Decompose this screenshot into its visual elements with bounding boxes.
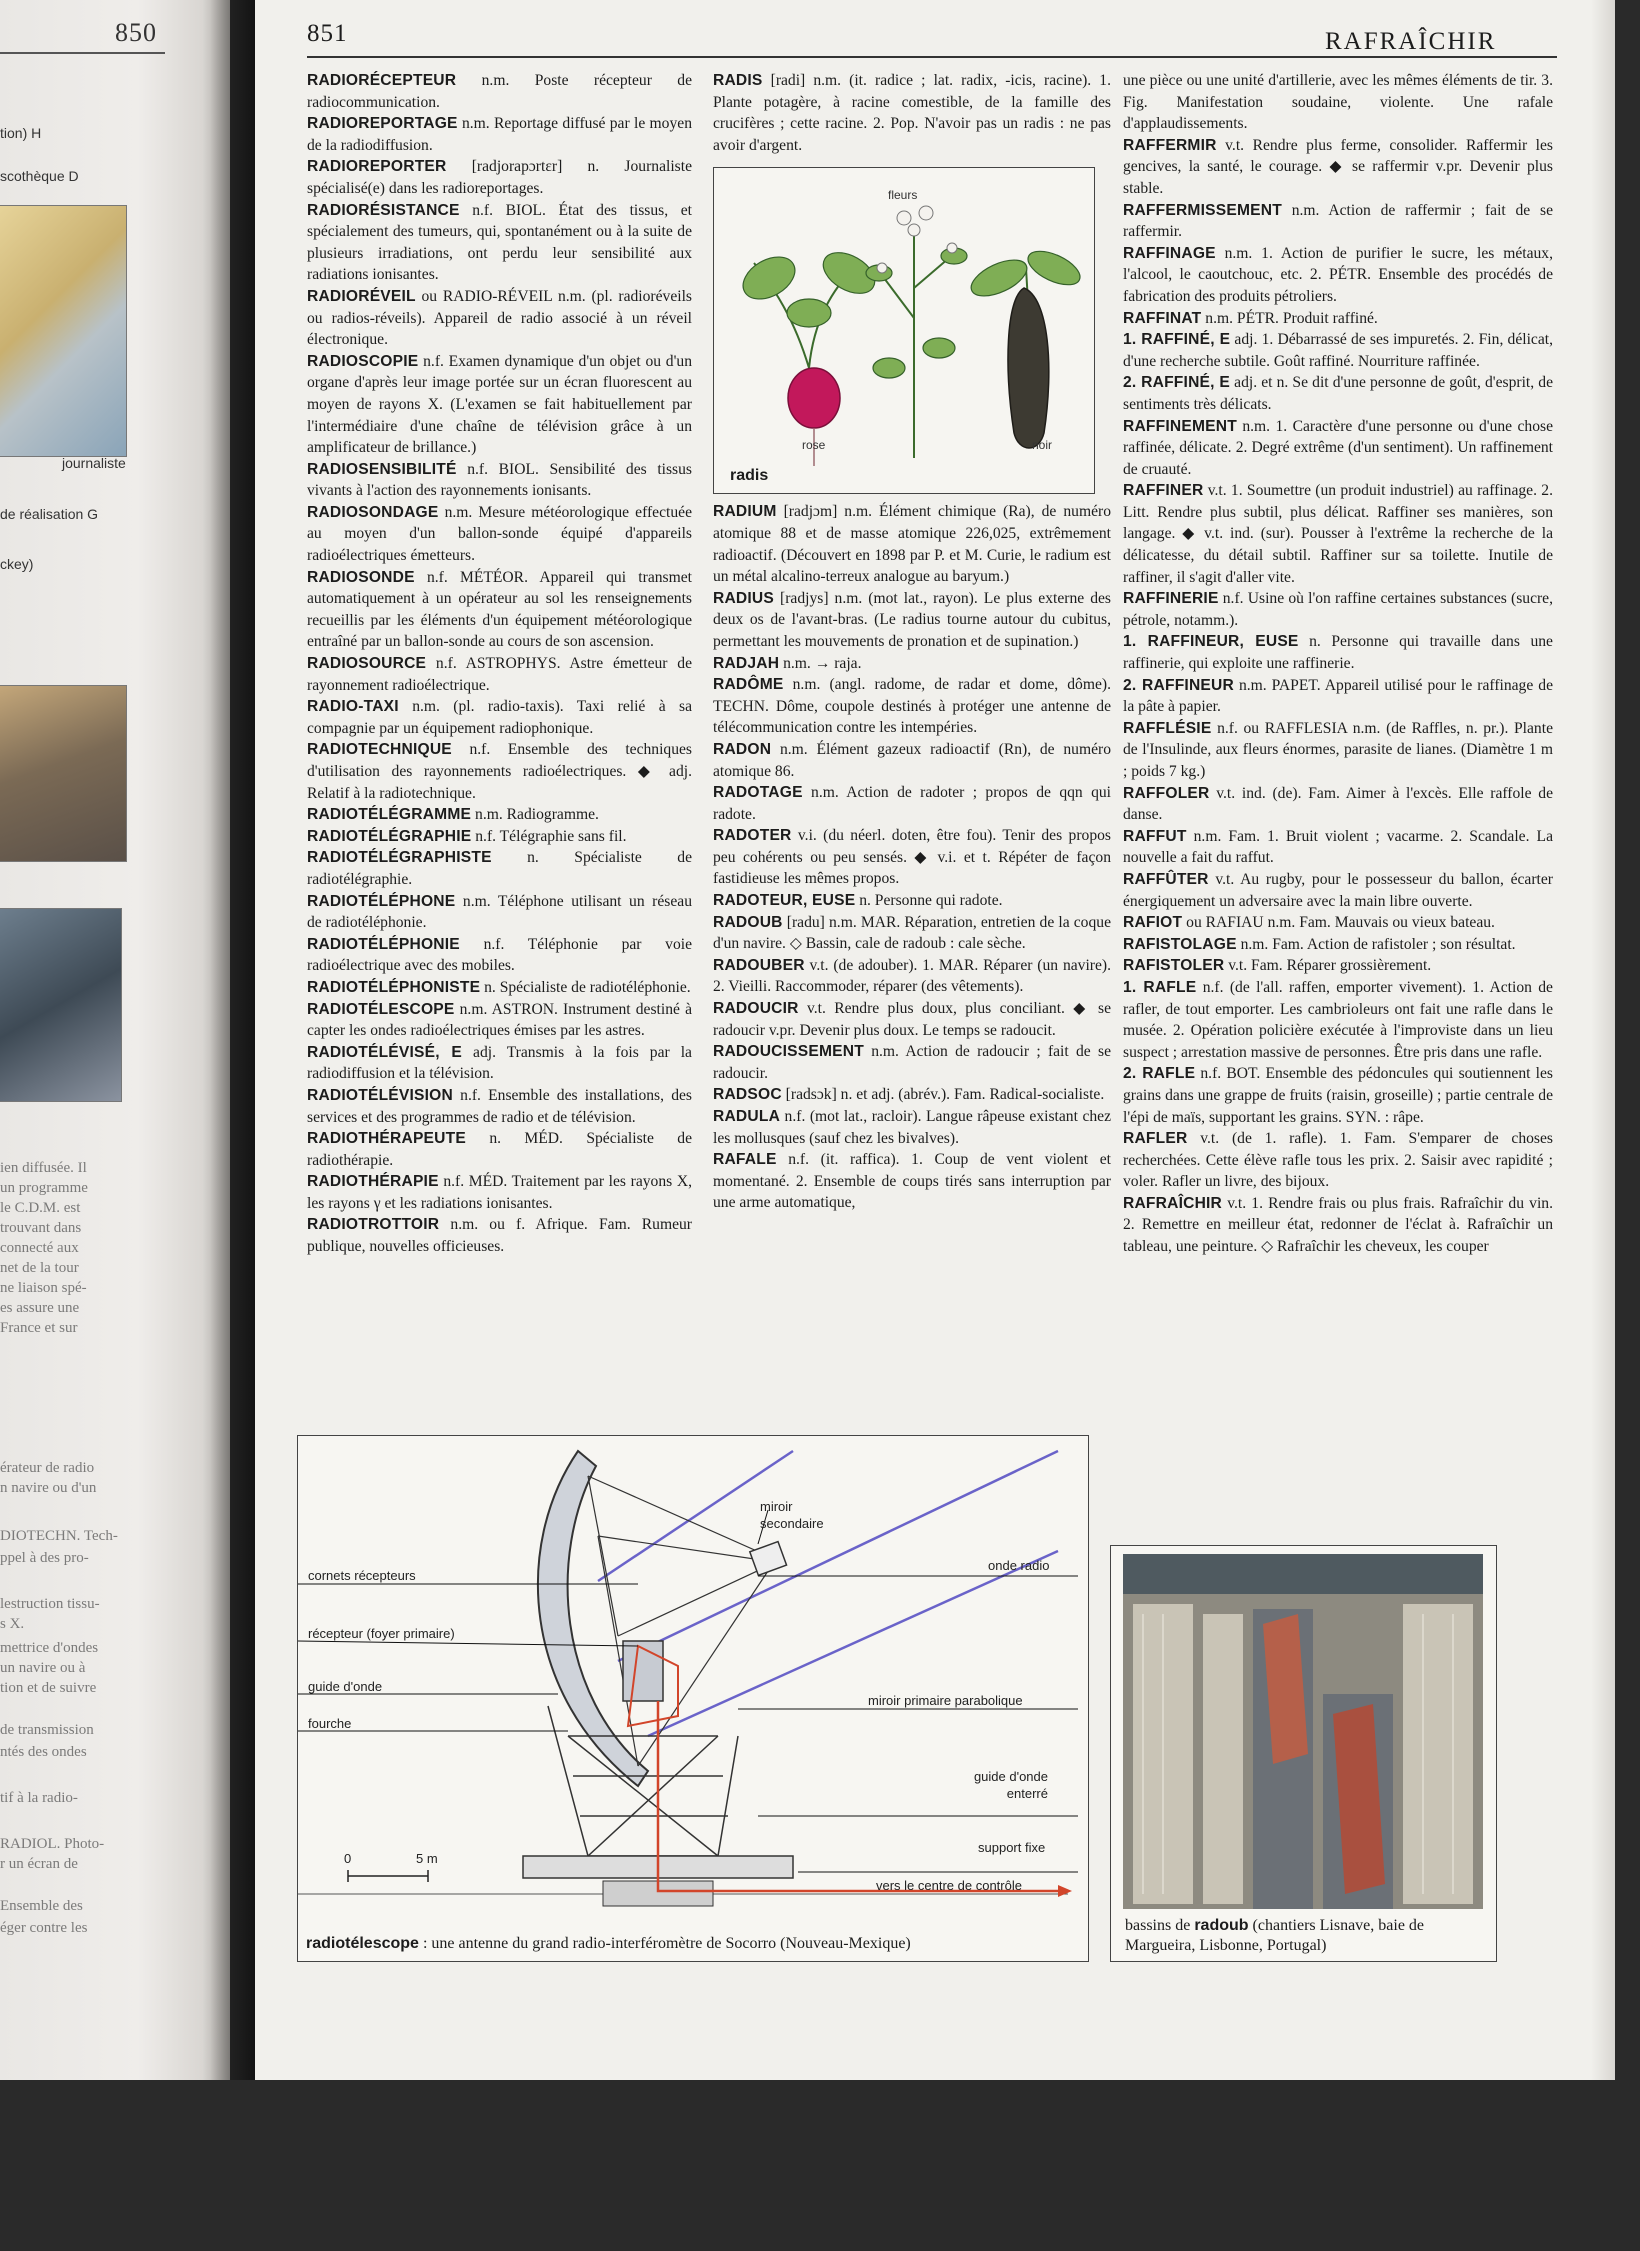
entry-headword: RAFFERMISSEMENT [1123,201,1282,219]
entry-definition: n.f. Examen dynamique d'un objet ou d'un organe d'après leur image portée sur un écran fluorescent au moyen de rayons X. (L'examen se fait habituellement par l'intermédiaire d'une chaîne de télévision grâce à un amplificateur de brillance.) [307,352,692,457]
left-label: journaliste [62,455,126,471]
dictionary-entry [713,912,1111,955]
figure-radoub-photo [1110,1545,1497,1962]
left-label: ckey) [0,556,34,572]
entry-definition: n.m. Radiogramme. [471,806,599,824]
entry-definition: n.m. Téléphone utilisant un réseau de radiotéléphonie. [307,892,692,932]
scale-five: 5 m [416,1851,438,1866]
dictionary-entry [1123,480,1553,588]
dictionary-entry [307,351,692,459]
entry-definition: n.f. BIOL. État des tissus, et spécialement des tumeurs, qui, spontanément ou à la suite de plusieurs irradiations, ont perdu leur sensibilité aux radiations ionisantes. [307,201,692,284]
entry-definition: [radu] n.m. MAR. Réparation, entretien de la coque d'un navire. ◇ Bassin, cale de radoub : cale sèche. [713,913,1111,953]
dictionary-entry [307,1214,692,1257]
entry-definition: v.t. Rendre plus ferme, consolider. Raffermir les gencives, la santé, le courage. ◆ se raffermir v.pr. Devenir plus stable. [1123,136,1553,197]
label-fork: fourche [308,1716,352,1731]
shipyard-photo [1123,1554,1483,1909]
entry-headword: RADIOTECHNIQUE [307,741,452,759]
dictionary-entry [1123,1128,1553,1193]
caption-headword: radoub [1194,1917,1249,1934]
entry-definition: n.m. Mesure météorologique effectuée au moyen d'un ballon-sonde équipé d'appareils radioélectriques émetteurs. [307,503,692,565]
entry-headword: RADIOTROTTOIR [307,1216,440,1234]
entry-headword: RADIOREPORTAGE [307,115,458,133]
entry-headword: RAFIOT [1123,914,1183,932]
left-photo-console [0,685,127,862]
entry-definition: [radi] n.m. (it. radice ; lat. radix, -icis, racine). 1. Plante potagère, à racine comestible, de la famille des crucifères ; cette racine. 2. Pop. N'avoir pas un radis : ne pas avoir d'argent. [713,72,1111,154]
entry-headword: RADIOSENSIBILITÉ [307,460,457,478]
dictionary-entry [307,934,692,977]
label-fixed-support: support fixe [978,1840,1046,1855]
dictionary-entry [713,890,1111,912]
dictionary-entry [713,1149,1111,1214]
entry-headword: RADSOC [713,1086,782,1104]
entry-headword: RAFISTOLER [1123,957,1225,975]
left-page-fragment: tif à la radio- [0,1790,78,1806]
entry-headword: RADOTAGE [713,784,803,802]
entry-headword: RADIOTÉLÉGRAPHISTE [307,849,492,867]
entry-definition: n.f. ASTROPHYS. Astre émetteur de rayonnement radioélectrique. [307,655,692,694]
left-page-fragment: RADIOL. Photo- [0,1836,105,1852]
dictionary-entry [307,502,692,567]
entry-definition: n.f. Ensemble des installations, des services et des programmes de radio et de télévision. [307,1086,692,1126]
entry-headword: RADOUBER [713,956,805,974]
entry-headword: RADIOSONDAGE [307,503,439,521]
figure-radis [713,167,1095,494]
entry-definition: n.m. Fam. Action de rafistoler ; son résultat. [1236,935,1516,953]
label-control-center: vers le centre de contrôle [876,1878,1022,1893]
entry-headword: RAFLER [1123,1130,1188,1148]
label-receiver: récepteur (foyer primaire) [308,1626,455,1641]
label-primary-mirror: miroir primaire parabolique [868,1693,1023,1708]
left-page-fragment: connecté aux [0,1240,79,1256]
dictionary-entry [307,696,692,739]
entry-definition: ou RADIO-RÉVEIL n.m. (pl. radioréveils ou radios-réveils). Appareil de radio associé à un réveil électronique. [307,287,692,349]
caption-headword: radiotélescope [306,1935,419,1952]
dictionary-entry [1123,329,1553,372]
entry-definition: n. Personne qui radote. [855,892,1003,910]
entry-definition: n. Personne qui travaille dans une raffinerie, qui exploite une raffinerie. [1123,633,1553,673]
entry-headword: RADON [713,740,772,758]
page-number: 851 [307,20,348,47]
dictionary-entry [307,999,692,1042]
entry-definition: v.t. 1. Soumettre (un produit industriel) au raffinage. 2. Litt. Rendre plus subtil, plus délicat. Raffiner ses manières, son langage. ◆ v.t. ind. (sur). Pousser à l'extrême la recherche de la délicatesse, du détail subtil. Raffiner sur sa toilette. Inutile de raffiner, il s'agit d'aller vite. [1123,482,1553,586]
entry-headword: RADIUM [713,503,777,521]
dictionary-entry [713,653,1111,675]
dictionary-entry [713,739,1111,782]
label-black: noir [1032,438,1053,452]
left-header-rule [0,52,165,54]
entry-headword: RADIOTÉLÉVISÉ, E [307,1043,463,1061]
caption-suffix: (chantiers Lisnave, baie de Margueira, Lisbonne, Portugal) [1125,1917,1425,1954]
header-rule [307,56,1557,58]
dictionary-entry [713,588,1111,653]
entry-headword: RADIOTÉLÉVISION [307,1086,453,1104]
entry-definition: n. Spécialiste de radiotélégraphie. [307,849,692,888]
entry-definition: n.m. Poste récepteur de radiocommunication. [307,72,692,111]
dictionary-entry [307,977,692,999]
dictionary-entry [713,1084,1111,1106]
entry-definition: n.f. ou RAFFLESIA n.m. (de Raffles, n. pr.). Plante de l'Insulinde, aux fleurs énormes, parasite de lianes. (Diamètre 1 m ; poids 7 kg.) [1123,719,1553,780]
entry-headword: RADOUCISSEMENT [713,1043,864,1061]
dictionary-entry [307,459,692,502]
left-page-fragment: un navire ou à [0,1660,86,1676]
entry-headword: 1. RAFFINEUR, EUSE [1123,633,1299,651]
entry-definition: n.m. ASTRON. Instrument destiné à capter les ondes radioélectriques émises par les astres. [307,1000,692,1040]
dictionary-entry [713,674,1111,739]
entry-definition: ou RAFIAU n.m. Fam. Mauvais ou vieux bateau. [1182,914,1495,932]
dictionary-entry [307,653,692,696]
dictionary-entry [1123,1063,1553,1128]
entry-definition: adj. 1. Débarrassé de ses impuretés. 2. Fin, délicat, d'une recherche subtile. Goût raffiné. Nourriture raffinée. [1123,331,1554,370]
dictionary-entry [307,1042,692,1085]
entry-headword: RAFFUT [1123,827,1187,845]
left-page-fragment: mettrice d'ondes [0,1640,99,1656]
right-page [255,0,1615,2080]
entry-definition: n.m. Reportage diffusé par le moyen de la radiodiffusion. [307,115,692,154]
entry-definition: [radjys] n.m. (mot lat., rayon). Le plus externe des deux os de l'avant-bras. (Le radius tourne autour du cubitus, permettant les mouvements de pronation et de supination.) [713,589,1111,650]
entry-definition: n.f. MÉD. Traitement par les rayons X, les rayons γ et les radiations ionisantes. [307,1173,692,1212]
left-page-fragment: net de la tour [0,1260,79,1276]
dictionary-entry [713,501,1111,587]
dictionary-entry [307,804,692,826]
entry-headword: RAFFINEMENT [1123,417,1237,435]
left-page-fragment: s X. [0,1616,25,1632]
entry-headword: RADIOSONDE [307,568,415,586]
entry-definition: [radsɔk] n. et adj. (abrév.). Fam. Radical-socialiste. [781,1086,1105,1104]
dictionary-entry [1123,826,1553,869]
entry-headword: RAFFINAT [1123,309,1202,327]
dictionary-entry [307,286,692,351]
entry-definition: n.f. MÉTÉOR. Appareil qui transmet automatiquement à un opérateur au sol les renseignements recueillis par les éléments d'un équipement météorologique entraîné par un ballon-sonde au cours de son ascension. [307,568,692,651]
label-buried-waveguide: guide d'onde enterré [973,1769,1048,1801]
dictionary-entry [307,113,692,156]
dictionary-entry [307,1171,692,1214]
dictionary-entry [1123,1193,1553,1258]
caption-prefix: bassins de [1125,1917,1195,1934]
left-page-fragment: un programme [0,1180,88,1196]
entry-headword: 1. RAFLE [1123,978,1197,996]
dictionary-entry [713,782,1111,825]
dictionary-entry [1123,308,1553,330]
caption-text: : une antenne du grand radio-interféromètre de Socorro (Nouveau-Mexique) [418,1935,911,1952]
label-radio-wave: onde radio [988,1558,1050,1573]
entry-headword: RADIOSOURCE [307,655,427,673]
dictionary-entry [1123,631,1553,674]
entry-definition: n.m. ou f. Afrique. Fam. Rumeur publique, nouvelles officieuses. [307,1216,692,1256]
entry-definition: v.t. (de adouber). 1. MAR. Réparer (un navire). 2. Vieilli. Raccommoder, réparer (des vêtements). [713,956,1111,996]
entry-headword: RADIORÉVEIL [307,287,416,305]
left-page-fragment: de transmission [0,1722,94,1738]
entry-headword: RADIOREPORTER [307,158,447,176]
entry-definition: n.m. PAPET. Appareil utilisé pour le raffinage de la pâte à papier. [1123,676,1553,716]
entry-headword: RADOTEUR, EUSE [713,892,856,910]
left-page-fragment: n navire ou d'un [0,1480,97,1496]
entry-definition: adj. et n. Se dit d'une personne de goût, d'esprit, de sentiments très délicats. [1123,374,1553,413]
dictionary-entry [307,1128,692,1171]
entry-headword: RAFFINER [1123,482,1204,500]
dictionary-entry [307,739,692,804]
dictionary-entry [307,156,692,199]
left-page-fragment: érateur de radio [0,1460,95,1476]
left-page-fragment: trouvant dans [0,1220,82,1236]
entry-headword: 1. RAFFINÉ, E [1123,331,1231,349]
entry-headword: RAFRAÎCHIR [1123,1194,1223,1212]
black-radish [1008,288,1049,448]
left-label: tion) H [0,125,42,141]
entry-definition: n.f. Usine où l'on raffine certaines substances (sucre, pétrole, notamm.). [1123,590,1553,629]
entry-definition: n.m. 1. Caractère d'une personne ou d'une chose raffinée, délicate. 2. Degré extrême (d'un sentiment). Un raffinement de cruauté. [1123,417,1553,478]
entry-definition: v.t. Fam. Réparer grossièrement. [1224,957,1432,975]
dictionary-entry [1123,718,1553,783]
entry-definition: adj. Transmis à la fois par la radiodiffusion et la télévision. [307,1043,692,1083]
entry-headword: RAFFINAGE [1123,244,1216,262]
left-page-fragment: ppel à des pro- [0,1550,89,1566]
page-edge-shade [1591,0,1615,2080]
radoub-photo-caption [1125,1916,1496,1956]
dictionary-entry [713,1041,1111,1084]
radiotelescope-caption [306,1935,911,1953]
figure-radiotelescope [297,1435,1089,1962]
left-page-fragment: r un écran de [0,1856,78,1872]
entry-definition: n.m. PÉTR. Produit raffiné. [1201,309,1378,327]
entry-definition: n.m. Action de raffermir ; fait de se raffermir. [1123,201,1553,241]
label-pink: rose [802,438,826,452]
entry-definition: n.m. Fam. 1. Bruit violent ; vacarme. 2. Scandale. La nouvelle a fait du raffut. [1123,827,1553,867]
entry-headword: RAFFÛTER [1123,870,1209,888]
entry-headword: RADOUCIR [713,1000,799,1018]
label-waveguide: guide d'onde [308,1679,383,1694]
entry-definition: n.f. (it. raffica). 1. Coup de vent violent et momentané. 2. Ensemble de coups tirés sans interruption par une arme automatique, [713,1151,1111,1212]
left-page-fragment: DIOTECHN. Tech- [0,1528,118,1544]
dictionary-entry [307,1085,692,1128]
entry-definition: une pièce ou une unité d'artillerie, avec les mêmes éléments de tir. 3. Fig. Manifestation soudaine, violente. Une rafale d'applaudissements. [1123,72,1553,133]
entry-definition: [radjorapɔrtɛr] n. Journaliste spécialisé(e) dans les radioreportages. [307,158,692,197]
left-page-fragment: le C.D.M. est [0,1200,81,1216]
dictionary-entry [713,955,1111,998]
entry-headword: RADIOTÉLÉPHONIE [307,935,460,953]
entry-definition: n.f. Télégraphie sans fil. [471,827,627,845]
dictionary-entry [307,70,692,113]
left-page-fragment: ntés des ondes [0,1744,87,1760]
entry-headword: RADIS [713,72,763,89]
left-illustration-studio [0,205,127,457]
label-horns: cornets récepteurs [308,1568,416,1583]
entry-definition: n.m. 1. Action de purifier le sucre, les métaux, l'alcool, le caoutchouc, etc. 2. PÉTR. Ensemble des procédés de fabrication des produits pétroliers. [1123,244,1553,305]
entry-definition: n.f. Ensemble des techniques d'utilisation des rayonnements radioélectriques. ◆ adj. Relatif à la radiotechnique. [307,741,692,802]
entry-definition: n.f. (mot lat., racloir). Langue râpeuse existant chez les mollusques (sauf chez les bivalves). [713,1108,1111,1147]
dictionary-entry [713,825,1111,890]
entry-definition: n.m. Action de radoter ; propos de qqn qui radote. [713,784,1111,823]
entry-definition: n.m. (pl. radio-taxis). Taxi relié à sa compagnie par un équipement radiophonique. [307,698,692,737]
entry-definition: v.t. 1. Rendre frais ou plus frais. Rafraîchir du vin. 2. Remettre en meilleur état, redonner de l'éclat à. Rafraîchir un tableau, une peinture. ◇ Rafraîchir les cheveux, les couper [1123,1194,1553,1256]
entry-headword: RADÔME [713,676,784,694]
entry-definition: n.f. BOT. Ensemble des pédoncules qui soutiennent les grains dans une grappe de fruits (raisin, groseille) ; partie centrale de l'épi de maïs, supportant les grains. SYN. : râpe. [1123,1065,1553,1126]
left-page-fragment: tion et de suivre [0,1680,97,1696]
dictionary-entry [1123,135,1553,200]
entry-headword: RADIOTHÉRAPIE [307,1173,439,1191]
entry-headword: 2. RAFFINEUR [1123,676,1234,694]
scale-zero: 0 [344,1851,352,1866]
entry-headword: RAFFLÉSIE [1123,719,1212,737]
left-page-number: 850 [115,18,157,47]
left-page [0,0,230,2080]
entry-headword: RADIOTÉLÉGRAPHIE [307,827,472,845]
entry-definition: n.m. → raja. [779,654,862,672]
left-page-fragment: es assure une [0,1300,80,1316]
dictionary-entry [1123,977,1553,1063]
entry-definition: n. Spécialiste de radiotéléphonie. [480,978,691,996]
dictionary-entry [713,998,1111,1041]
pink-radish [788,368,840,428]
entry-definition: v.t. ind. (de). Fam. Aimer à l'excès. Elle raffole de danse. [1123,784,1553,824]
entry-headword: RADIOTHÉRAPEUTE [307,1130,466,1148]
dictionary-entry [1123,416,1553,481]
left-page-fragment: France et sur [0,1320,78,1336]
left-photo-technician [0,908,122,1102]
entry-definition: n.m. Élément gazeux radioactif (Rn), de numéro atomique 86. [713,740,1111,780]
entry-headword: RAFALE [713,1151,777,1169]
entry-headword: RAFFINERIE [1123,590,1219,608]
entry-headword: RADULA [713,1108,781,1125]
dictionary-entry [1123,783,1553,826]
dictionary-entry [1123,588,1553,631]
entry-headword: RADIOSCOPIE [307,352,419,370]
entry-headword: 2. RAFFINÉ, E [1123,374,1231,392]
dictionary-entry [307,200,692,286]
entry-definition: n.f. Téléphonie par voie radioélectrique avec des mobiles. [307,935,692,975]
entry-definition: n.f. (de l'all. raffen, emporter vivement). 1. Action de rafler, de tout emporter. Les cambrioleurs ont fait une rafle dans le musée. 2. Opération policière exécutée à l'improviste dans un lieu suspect ; arrestation massive de personnes. Être pris dans une rafle. [1123,978,1553,1061]
entry-headword: RADIOTÉLESCOPE [307,1000,455,1018]
entry-headword: RADIORÉCEPTEUR [307,72,457,89]
dictionary-entry [307,891,692,934]
entry-headword: RADIOTÉLÉPHONISTE [307,978,481,996]
entry-headword: RADIOTÉLÉGRAMME [307,806,472,824]
entry-definition: v.t. Au rugby, pour le possesseur du ballon, écarter énergiquement un adversaire avec la main libre ouverte. [1123,870,1553,910]
dictionary-entry [1123,869,1553,912]
entry-definition: n.m. (angl. radome, de radar et dome, dôme). TECHN. Dôme, coupole destinés à protéger une antenne de télécommunication contre les intempéries. [713,676,1111,737]
entry-headword: RADIORÉSISTANCE [307,201,460,219]
left-page-fragment: lestruction tissu- [0,1596,100,1612]
entry-headword: RAFFERMIR [1123,136,1217,154]
column-1 [307,70,692,1258]
dictionary-entry [307,567,692,653]
entry-definition: v.i. (du néerl. doten, être fou). Tenir des propos peu cohérents ou peu sensés. ◆ v.i. et t. Répéter de façon fastidieuse les mêmes propos. [713,827,1111,888]
dictionary-entry [1123,675,1553,718]
entry-definition: [radjɔm] n.m. Élément chimique (Ra), de numéro atomique 88 et de masse atomique 226,025, extrêmement radioactif. (Découvert en 1898 par P. et M. Curie, le radium est un métal alcalino-terreux analogue au baryum.) [713,503,1111,586]
dictionary-entry [1123,934,1553,956]
entry-headword: RADIO-TAXI [307,698,399,716]
dictionary-entry [1123,955,1553,977]
left-label: de réalisation G [0,506,99,522]
dictionary-entry [713,1106,1111,1149]
dictionary-entry [1123,372,1553,415]
dictionary-entry [1123,912,1553,934]
dictionary-entry [1123,70,1553,135]
radis-illustration [714,168,1094,468]
running-head: RAFRAÎCHIR [1325,28,1497,55]
entry-headword: RADJAH [713,654,780,672]
entry-definition: v.t. Rendre plus doux, plus conciliant. ◆ se radoucir v.pr. Devenir plus doux. Le temps se radoucit. [713,1000,1111,1039]
entry-definition: n.f. BIOL. Sensibilité des tissus vivants à l'action des rayonnements ionisants. [307,460,692,500]
entry-headword: RAFFOLER [1123,784,1210,802]
label-secondary-mirror: miroir secondaire [760,1499,824,1531]
entry-definition: v.t. (de 1. rafle). 1. Fam. S'emparer de choses recherchées. Cette élève rafle tous les prix. 2. Saisir avec rapidité ; voler. Rafler un livre, des bijoux. [1123,1130,1553,1191]
radis-caption: radis [730,467,769,484]
left-page-fragment: Ensemble des [0,1898,83,1914]
dictionary-entry [307,826,692,848]
dictionary-entry [307,847,692,890]
left-page-fragment: ien diffusée. Il [0,1160,87,1176]
label-flowers: fleurs [888,188,918,202]
left-label: scothèque D [0,168,79,184]
dictionary-entry [713,70,1111,156]
entry-definition: n.m. Action de radoucir ; fait de se radoucir. [713,1043,1111,1082]
entry-headword: 2. RAFLE [1123,1065,1196,1083]
dictionary-entry [1123,243,1553,308]
dictionary-entry [1123,200,1553,243]
entry-definition: n. MÉD. Spécialiste de radiothérapie. [307,1130,692,1169]
left-page-fragment: éger contre les [0,1920,88,1936]
entry-headword: RADIOTÉLÉPHONE [307,892,456,910]
entry-headword: RADOTER [713,827,792,845]
entry-headword: RADOUB [713,913,783,931]
column-3 [1123,70,1553,1258]
entry-headword: RADIUS [713,589,774,607]
entry-headword: RAFISTOLAGE [1123,935,1237,953]
left-page-fragment: ne liaison spé- [0,1280,87,1296]
